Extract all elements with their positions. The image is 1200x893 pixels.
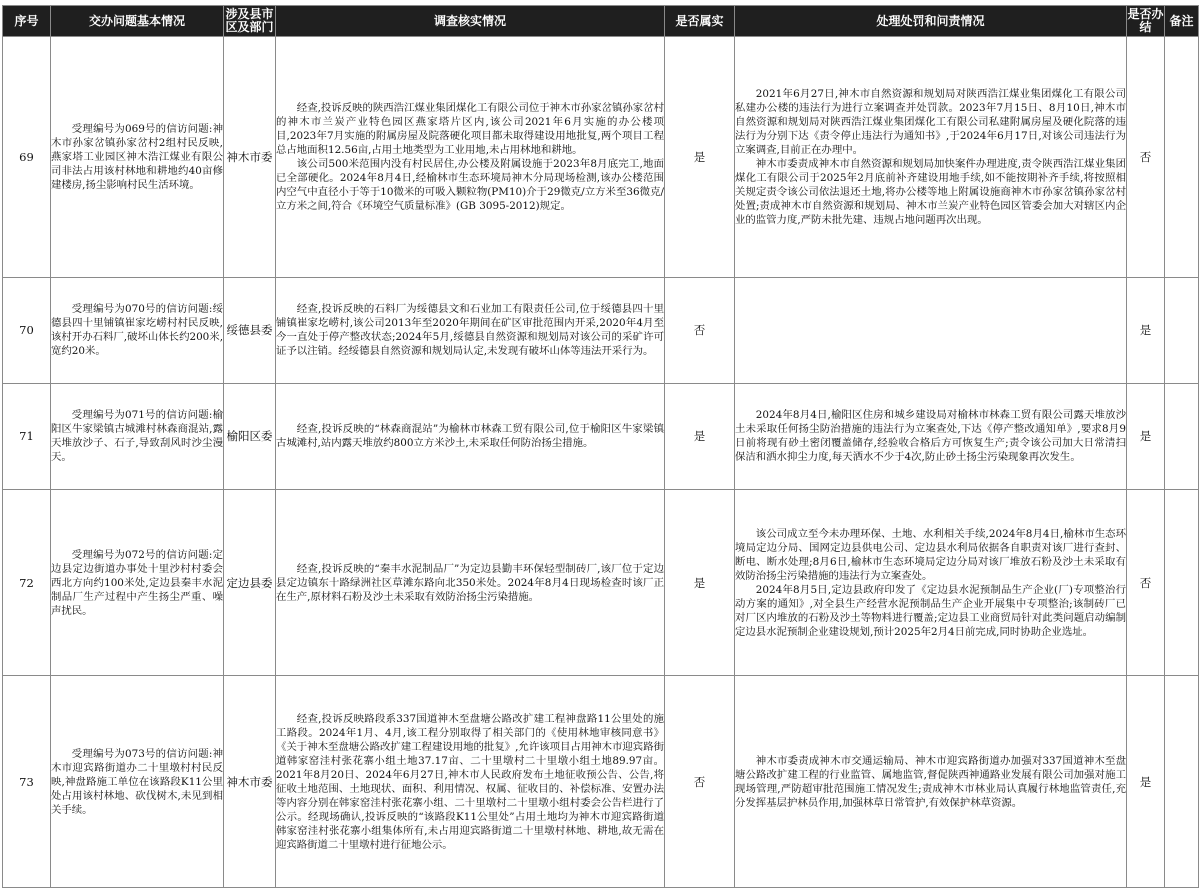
handling-cell [735,277,1127,383]
investigation-paragraph: 该公司500米范围内没有村民居住,办公楼及附属设施于2023年8月底完工,地面已全部硬化。2024年8月4日,经榆林市生态环境局神木分局现场检测,该办公楼范围内空气中直径小于等于10微米的可吸入颗粒物(PM10)介于29微克/立方米至36微克/立方米之间,符合《环境空气质量标准》(GB 3095-2012)规定。 [276,157,664,212]
problem-text: 受理编号为073号的信访问题:神木市迎宾路街道办二十里墩村村民反映,神盘路施工单位在该路段K11公里处占用该村林地、砍伐树木,未见到相关手续。 [51,747,223,816]
remark-cell [1165,383,1199,489]
closed-cell: 是 [1127,383,1165,489]
remark-cell [1165,676,1199,888]
seq-cell: 69 [3,37,51,278]
dept-cell: 神木市委 [224,676,276,888]
remark-cell [1165,37,1199,278]
header-verified: 是否属实 [665,6,735,37]
problem-text: 受理编号为069号的信访问题:神木市孙家岔镇孙家岔村2组村民反映,燕家塔工业园区神木浩江煤业有限公司非法占用该村林地和耕地约40亩修建楼房,扬尘影响村民生活环境。 [51,122,223,191]
problem-text: 受理编号为070号的信访问题:绥德县四十里铺镇崔家圪崂村村民反映,该村开办石料厂,破坏山体长约200米,宽约20米。 [51,303,223,358]
problem-cell [51,490,224,676]
handling-cell [735,676,1127,888]
handling-paragraph: 该公司成立至今未办理环保、土地、水利相关手续,2024年8月4日,榆林市生态环境局定边分局、国网定边县供电公司、定边县水利局依据各自职责对该厂进行查封、断电、断水处理;8月6日,榆林市生态环境局定边分局对该厂堆放石粉及沙土未采取有效防治扬尘污染措施的违法行为立案查处。 [735,527,1126,582]
problem-text: 受理编号为071号的信访问题:榆阳区牛家梁镇古城滩村林森商混站,露天堆放沙子、石子,导致刮风时沙尘漫天。 [51,409,223,464]
handling-cell [735,490,1127,676]
verified-cell: 是 [665,490,735,676]
table-row [3,383,1199,489]
table-row [3,37,1199,278]
seq-cell: 73 [3,676,51,888]
dept-cell: 定边县委 [224,490,276,676]
investigation-cell [276,490,665,676]
problem-cell [51,37,224,278]
handling-paragraph: 2021年6月27日,神木市自然资源和规划局对陕西浩江煤业集团煤化工有限公司私建办公楼的违法行为进行立案调查并处罚款。2023年7月15日、8月10日,神木市自然资源和规划局对陕西浩江煤业集团煤化工有限公司私建附属房屋及硬化院落的违法行为分别下达《责令停止违法行为通知书》,于2024年6月17日,对该公司违法行为立案调查,目前正在办理中。 [735,87,1126,156]
header-seq: 序号 [3,6,51,37]
header-remark: 备注 [1165,6,1199,37]
investigation-paragraph: 经查,投诉反映路段系337国道神木至盘塘公路改扩建工程神盘路11公里处的施工路段。2024年1月、4月,该工程分别取得了相关部门的《使用林地审核同意书》《关于神木至盘塘公路改扩建工程建设用地的批复》,允许该项目占用神木市迎宾路街道韩家窑洼村张花寨小组土地37.17亩、二十里墩村二十里墩小组土地89.97亩。2021年8月20日、2024年6月27日,神木市人民政府发布土地征收预公告、公告,将征收土地范围、土地现状、面积、利用情况、权属、征收目的、补偿标准、安置办法等内容分别在韩家窑洼村张花寨小组、二十里墩村二十里墩小组村委会公告栏进行了公示。经现场确认,投诉反映的“该路段K11公里处”占用土地均为神木市迎宾路街道韩家窑洼村张花寨小组集体所有,未占用迎宾路街道二十里墩村林地、耕地,故无需在迎宾路街道二十里墩村进行征地公示。 [276,712,664,851]
investigation-cell [276,383,665,489]
dept-cell: 榆阳区委 [224,383,276,489]
closed-cell: 是 [1127,277,1165,383]
handling-paragraph: 2024年8月4日,榆阳区住房和城乡建设局对榆林市林森工贸有限公司露天堆放沙土未采取任何扬尘防治措施的违法行为立案查处,下达《停产整改通知单》,要求8月9日前将现有砂土密闭覆盖储存,经验收合格后方可恢复生产;责令该公司加大日常清扫保洁和洒水抑尘力度,每天洒水不少于4次,防止砂土扬尘污染现象再次发生。 [735,409,1126,464]
problem-cell [51,676,224,888]
investigation-cell [276,676,665,888]
header-problem: 交办问题基本情况 [51,6,224,37]
table-row [3,490,1199,676]
investigation-cell [276,277,665,383]
verified-cell: 否 [665,277,735,383]
remark-cell [1165,277,1199,383]
header-row [3,6,1199,37]
disclosure-table [2,5,1199,888]
header-dept: 涉及县市区及部门 [224,6,276,37]
investigation-cell [276,37,665,278]
problem-cell [51,277,224,383]
handling-cell [735,37,1127,278]
closed-cell: 否 [1127,490,1165,676]
header-handling: 处理处罚和问责情况 [735,6,1127,37]
handling-cell [735,383,1127,489]
investigation-paragraph: 经查,投诉反映的石料厂为绥德县文和石业加工有限责任公司,位于绥德县四十里铺镇崔家圪崂村,该公司2013年至2020年期间在矿区审批范围内开采,2020年4月至今一直处于停产整改状态;2024年5月,绥德县自然资源和规划局对该公司的采矿许可证予以注销。经绥德县自然资源和规划局认定,未发现有破坏山体等违法开采行为。 [276,303,664,358]
handling-paragraph: 神木市委责成神木市交通运输局、神木市迎宾路街道办加强对337国道神木至盘塘公路改扩建工程的行业监管、属地监管,督促陕西神通路业发展有限公司加强对施工现场管理,严防超审批范围施工情况发生;责成神木市林业局认真履行林地监管责任,充分发挥基层护林员作用,加强林草日常管护,有效保护林草资源。 [735,754,1126,809]
handling-paragraph: 2024年8月5日,定边县政府印发了《定边县水泥预制品生产企业(厂)专项整治行动方案的通知》,对全县生产经营水泥预制品生产企业开展集中专项整治;该制砖厂已对厂区内堆放的石粉及沙土等物料进行覆盖;定边县工业商贸局针对此类问题启动编制定边县水泥预制企业建设规划,预计2025年2月4日前完成,同时协助企业选址。 [735,583,1126,638]
verified-cell: 否 [665,676,735,888]
seq-cell: 70 [3,277,51,383]
investigation-paragraph: 经查,投诉反映的“秦丰水泥制品厂”为定边县勤丰环保轻型制砖厂,该厂位于定边县定边镇东十路绿洲社区草滩东路向北350米处。2024年8月4日现场检查时该厂正在生产,原材料石粉及沙土未采取有效防治扬尘污染措施。 [276,562,664,603]
seq-cell: 72 [3,490,51,676]
problem-text: 受理编号为072号的信访问题:定边县定边街道办事处十里沙村村委会西北方向约100米处,定边县秦丰水泥制品厂生产过程中产生扬尘严重、噪声扰民。 [51,548,223,617]
seq-cell: 71 [3,383,51,489]
table-row [3,277,1199,383]
investigation-paragraph: 经查,投诉反映的“林森商混站”为榆林市林森工贸有限公司,位于榆阳区牛家梁镇古城滩村,站内露天堆放约800立方米沙土,未采取任何防治扬尘措施。 [276,423,664,450]
remark-cell [1165,490,1199,676]
investigation-paragraph: 经查,投诉反映的陕西浩江煤业集团煤化工有限公司位于神木市孙家岔镇孙家岔村的神木市兰炭产业特色园区燕家塔片区内,该公司2021年6月实施的办公楼项目,2023年7月实施的附属房屋及院落硬化项目都未取得建设用地批复,两个项目工程总占地面积12.56亩,占用土地类型为工业用地,未占用林地和耕地。 [276,101,664,156]
verified-cell: 是 [665,383,735,489]
verified-cell: 是 [665,37,735,278]
table-row [3,676,1199,888]
closed-cell: 否 [1127,37,1165,278]
header-closed: 是否办结 [1127,6,1165,37]
closed-cell: 是 [1127,676,1165,888]
header-investigation: 调查核实情况 [276,6,665,37]
problem-cell [51,383,224,489]
handling-paragraph: 神木市委责成神木市自然资源和规划局加快案件办理进度,责令陕西浩江煤业集团煤化工有限公司于2025年2月底前补齐建设用地手续,如不能按期补齐手续,将按照相关规定责令该公司依法退还土地,将办公楼等地上附属设施商神木市孙家岔镇孙家岔村处置;责成神木市自然资源和规划局、神木市兰炭产业特色园区管委会加大对辖区内企业的监管力度,严防未批先建、违规占地问题再次出现。 [735,157,1126,226]
dept-cell: 神木市委 [224,37,276,278]
dept-cell: 绥德县委 [224,277,276,383]
